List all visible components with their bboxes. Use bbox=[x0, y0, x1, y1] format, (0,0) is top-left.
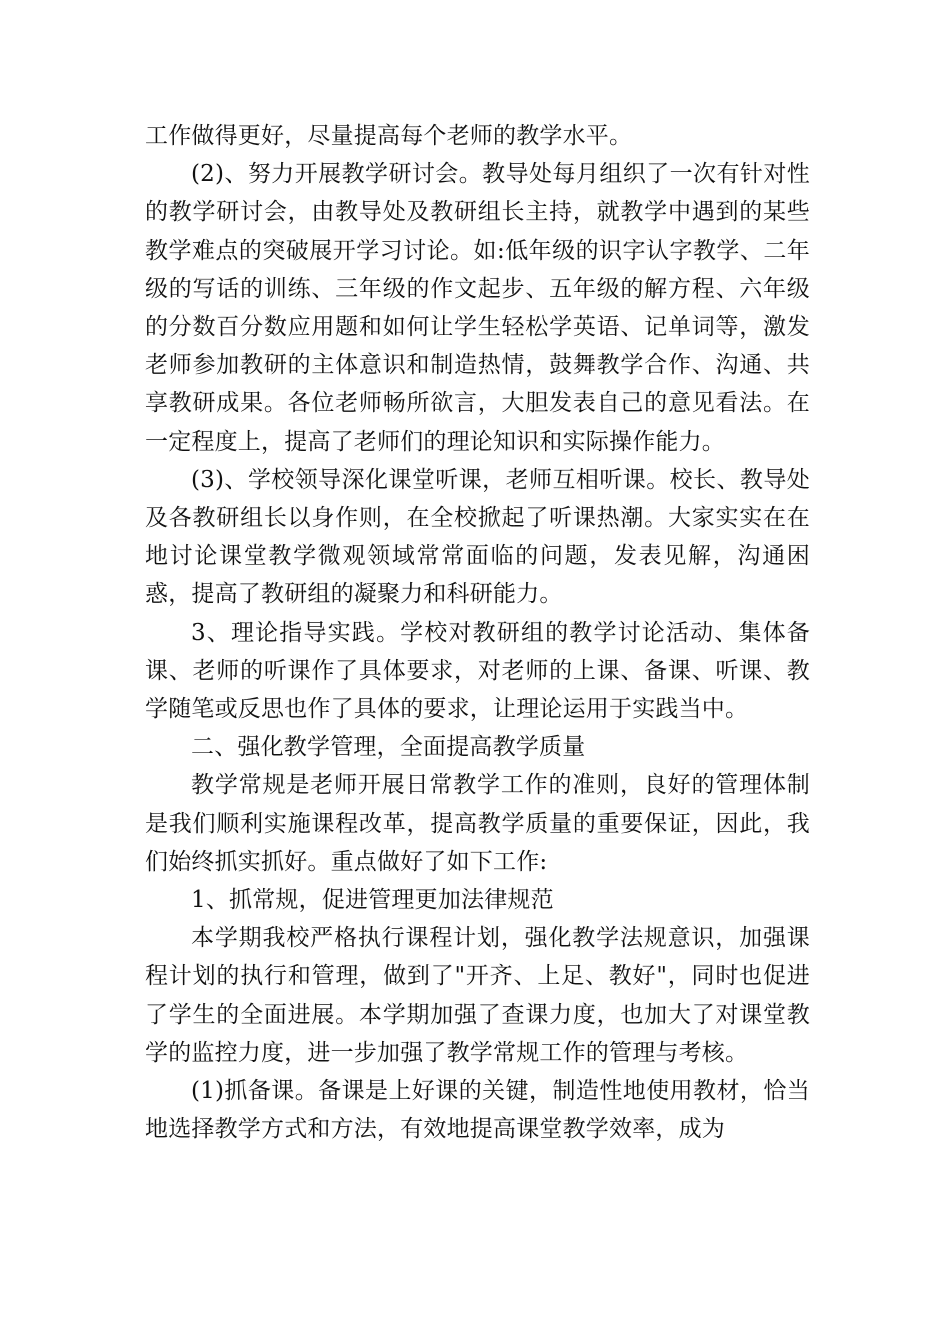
paragraph-theory-practice: 3、理论指导实践。学校对教研组的教学讨论活动、集体备课、老师的听课作了具体要求，对老师的上课、备课、听课、教学随笔或反思也作了具体的要求，让理论运用于实践当中。 bbox=[145, 619, 810, 723]
document-body bbox=[145, 117, 810, 1148]
paragraph-lesson-preparation: (1)抓备课。备课是上好课的关键，制造性地使用教材，恰当地选择教学方式和方法，有效地提高课堂教学效率，成为 bbox=[145, 1078, 810, 1143]
paragraph-lesson-observation: (3)、学校领导深化课堂听课，老师互相听课。校长、教导处及各教研组长以身作则，在全校掀起了听课热潮。大家实实在在地讨论课堂教学微观领域常常面临的问题，发表见解，沟通困惑，提高了教研组的凝聚力和科研能力。 bbox=[145, 466, 810, 608]
subheading-routine-management: 1、抓常规，促进管理更加法律规范 bbox=[191, 887, 554, 914]
paragraph-continuation: 工作做得更好，尽量提高每个老师的教学水平。 bbox=[145, 123, 633, 149]
paragraph-seminar: (2)、努力开展教学研讨会。教导处每月组织了一次有针对性的教学研讨会，由教导处及教研组长主持，就教学中遇到的某些教学难点的突破展开学习讨论。如:低年级的识字认字教学、二年级的写话的训练、三年级的作文起步、五年级的解方程、六年级的分数百分数应用题和如何让学生轻松学英语、记单词等，激发老师参加教研的主体意识和制造热情，鼓舞教学合作、沟通、共享教研成果。各位老师畅所欲言，大胆发表自己的意见看法。在一定程度上，提高了老师们的理论知识和实际操作能力。 bbox=[145, 161, 810, 455]
paragraph-curriculum-plan: 本学期我校严格执行课程计划，强化教学法规意识，加强课程计划的执行和管理，做到了"开齐、上足、教好"，同时也促进了学生的全面进展。本学期加强了查课力度，也加大了对课堂教学的监控力度，进一步加强了教学常规工作的管理与考核。 bbox=[145, 925, 810, 1066]
section-heading-teaching-management: 二、强化教学管理，全面提高教学质量 bbox=[191, 734, 586, 761]
paragraph-teaching-routine: 教学常规是老师开展日常教学工作的准则，良好的管理体制是我们顺利实施课程改革，提高教学质量的重要保证，因此，我们始终抓实抓好。重点做好了如下工作: bbox=[145, 772, 810, 875]
